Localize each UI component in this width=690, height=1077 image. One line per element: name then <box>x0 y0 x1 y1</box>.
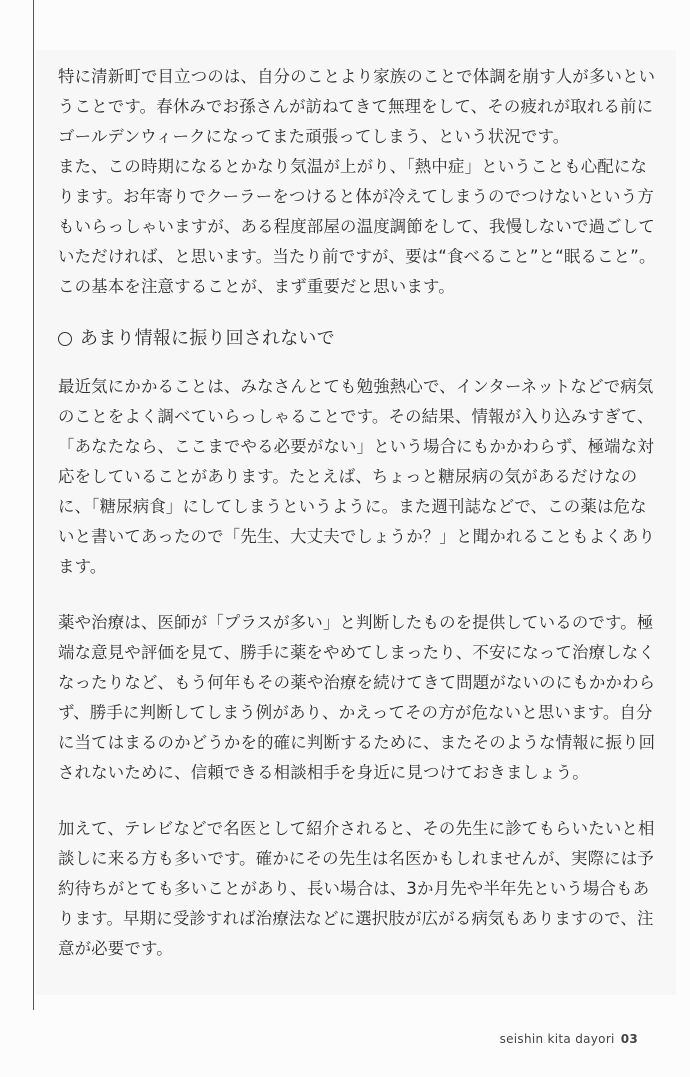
paragraph-internet-info: 最近気にかかることは、みなさんとても勉強熱心で、インターネットなどで病気のことをよく調べていらっしゃることです。その結果、情報が入り込みすぎて、「あなたなら、ここまでやる必要がない」という場合にもかかわらず、極端な対応をしていることがあります。たとえば、ちょっと糖尿病の気があるだけなのに、「糖尿病食」にしてしまうというように。また週刊誌などで、この薬は危ないと書いてあったので「先生、大丈夫でしょうか？」と聞かれることもよくあります。 <box>58 377 656 576</box>
paragraph-heatstroke: また、この時期になるとかなり気温が上がり、「熱中症」ということも心配になります。お年寄りでクーラーをつけると体が冷えてしまうのでつけないという方もいらっしゃいますが、ある程度部屋の温度調節をして、我慢しないで過ごしていただければ、と思います。当たり前ですが、要は“食べること”と“眠ること”。この基本を注意することが、まず重要だと思います。 <box>58 157 656 296</box>
paragraph-famous-doctors: 加えて、テレビなどで名医として紹介されると、その先生に診てもらいたいと相談しに来る方も多いです。確かにその先生は名医かもしれませんが、実際には予約待ちがとても多いことがあり、長い場合は、3か月先や半年先という場合もあります。早期に受診すれば治療法などに選択肢が広がる病気もありますので、注意が必要です。 <box>58 819 655 958</box>
page-footer <box>500 1032 638 1046</box>
paragraph-family-health: 特に清新町で目立つのは、自分のことより家族のことで体調を崩す人が多いということです。春休みでお孫さんが訪ねてきて無理をして、その疲れが取れる前にゴールデンウィークになってまた頑張ってしまう、という状況です。 <box>58 67 656 146</box>
left-margin-rule <box>33 0 34 1010</box>
section-heading <box>58 324 658 354</box>
page-number: 03 <box>620 1032 638 1046</box>
article-body <box>58 62 658 964</box>
publication-name: seishin kita dayori <box>499 1032 615 1046</box>
circle-bullet-icon <box>58 332 72 346</box>
paragraph-medication: 薬や治療は、医師が「プラスが多い」と判断したものを提供しているのです。極端な意見や評価を見て、勝手に薬をやめてしまったり、不安になって治療しなくなったりなど、もう何年もその薬や治療を続けてきて問題がないのにもかかわらず、勝手に判断してしまう例があり、かえってその方が危ないと思います。自分に当てはまるのかどうかを的確に判断するために、またそのような情報に振り回されないために、信頼できる相談相手を身近に見つけておきましょう。 <box>58 613 656 782</box>
section-heading-text: あまり情報に振り回されないで <box>80 328 335 349</box>
